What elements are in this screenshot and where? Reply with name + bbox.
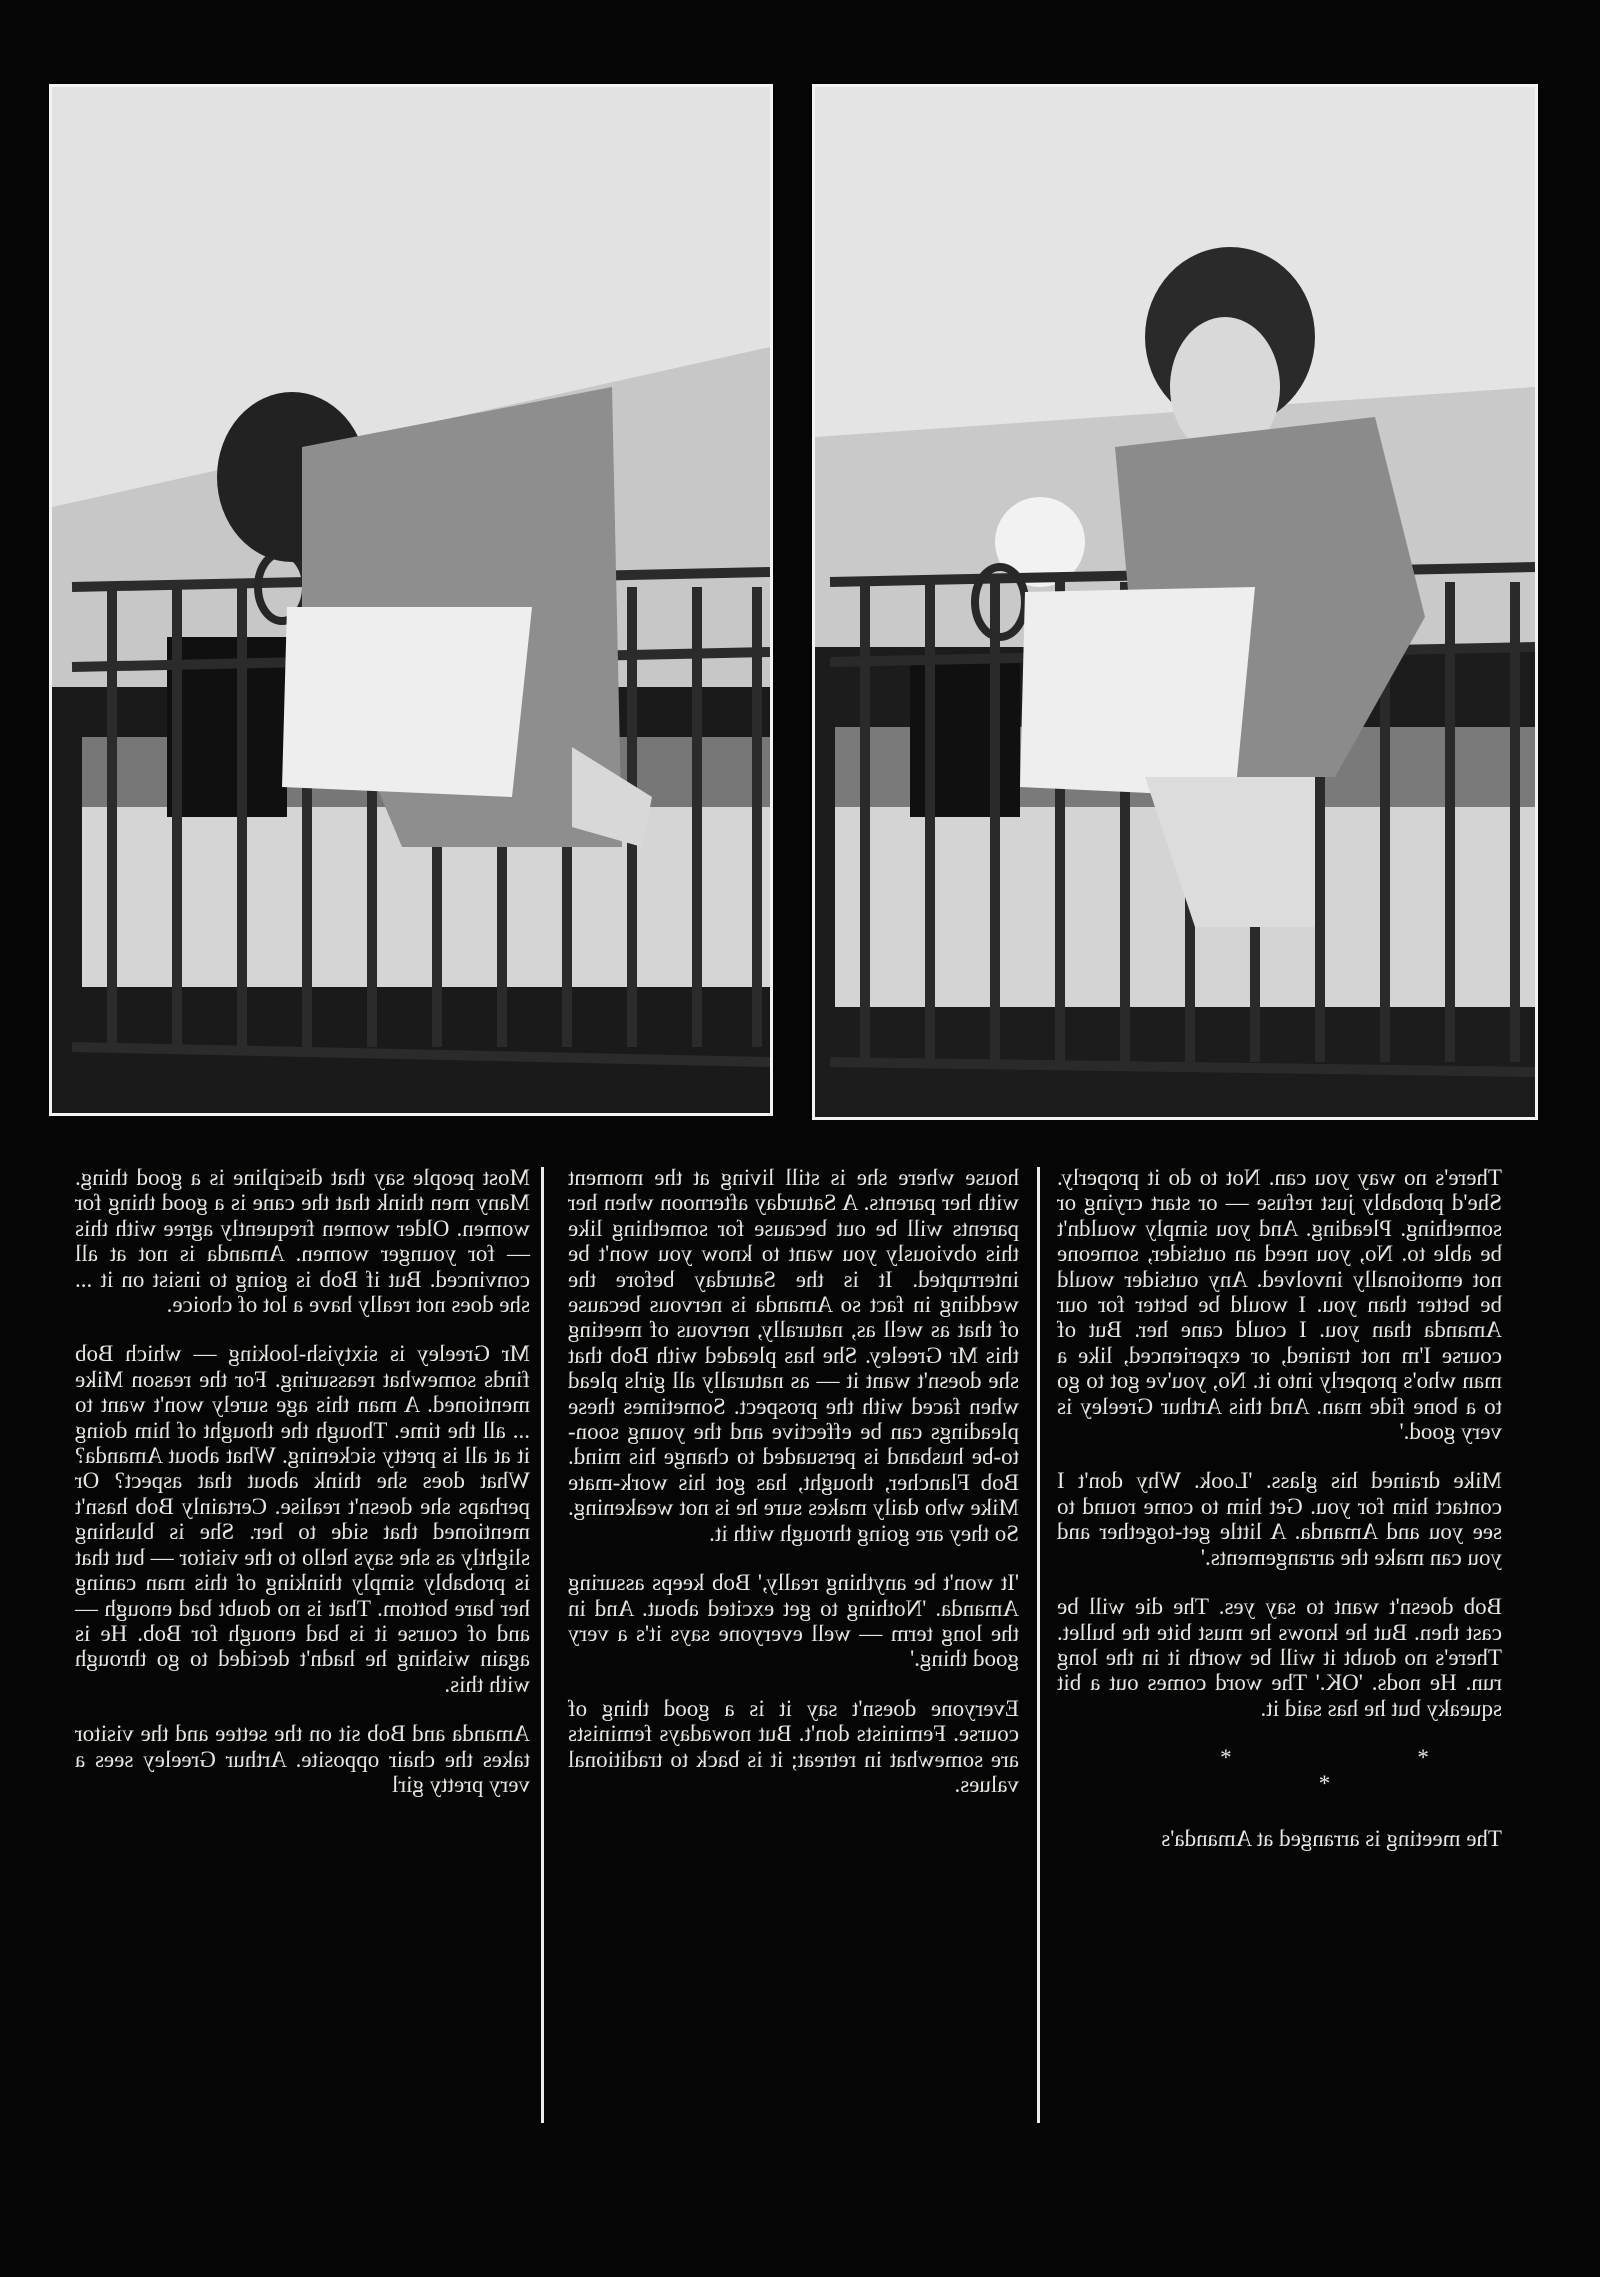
- photo-left: [49, 84, 773, 1116]
- paragraph: house where she is still living at the moment with her parents. A Saturday afternoon when her parents will be out because for something like this obviously you want to know you won't be interrupted. It is the Saturday before the wedding in fact so Amanda is nervous because of that as well as, naturally, nervous of meeting this Mr Greeley. She has pleaded with Bob that she doesn't want it — as naturally all girls plead when faced with the prospect. Sometimes these pleadings can be effective and the young soon-to-be husband is persuaded to change his mind. Bob Flancher, thought, has got his work-mate Mike who daily makes sure he is not weakening. So they are going through with it.: [568, 1165, 1019, 1546]
- paragraph: 'It won't be anything really,' Bob keeps assuring Amanda. 'Nothing to get excited about. And in the long term — well everyone says it's a very good thing.': [568, 1570, 1019, 1672]
- paragraph: Mr Greeley is sixtyish-looking — which Bob finds somewhat reassuring. For the reason Mike mentioned. A man this age surely won't want to ... all the time. Though the thought of him doing it at all is pretty sickening. What about Amanda? What does she think about that aspect? Or perhaps she doesn't realise. Certainly Bob hasn't mentioned that side to her. She is blushing slightly as she says hello to the visitor — but that is probably simply thinking of this man caning her bare bottom. That is no doubt bad enough — and of course it is bad enough for Bob. He is again wishing he hadn't decided to go through with this.: [75, 1341, 530, 1697]
- paragraph: The meeting is arranged at Amanda's: [1161, 1825, 1502, 1851]
- photo-right: [812, 84, 1538, 1120]
- column-rule-right: [1037, 1167, 1040, 2123]
- paragraph: Everyone doesn't say it is a good thing of course. Feminists don't. But nowadays feminists are somewhat in retreat; it is back to traditional values.: [568, 1695, 1019, 1797]
- text-column-right: [1057, 1165, 1502, 2225]
- bedroom-photo-left-image: [52, 87, 770, 1113]
- paragraph: Amanda and Bob sit on the settee and the visitor takes the chair opposite. Arthur Greeley sees a very pretty girl: [75, 1721, 530, 1797]
- section-separator: * * *: [1130, 1745, 1429, 1796]
- paragraph: Most people say that discipline is a good thing. Many men think that the cane is a good thing for women. Older women frequently agree with this — for younger women. Amanda is not at all convinced. But if Bob is going to insist on it ... she does not really have a lot of choice.: [75, 1165, 530, 1318]
- bedroom-photo-right-image: [815, 87, 1535, 1117]
- paragraph: Bob doesn't want to say yes. The die will be cast then. But he knows he must bite the bullet. There's no doubt it will be worth it in the long run. He nods. 'OK.' The word comes out a bit squeaky but he has said it.: [1057, 1594, 1502, 1721]
- text-column-middle: [568, 1165, 1019, 2225]
- column-rule-left: [541, 1167, 544, 2123]
- paragraph: There's no way you can. Not to do it properly. She'd probably just refuse — or start crying or something. Pleading. And you simply wouldn't be able to. No, you need an outsider, someone not emotionally involved. Any outsider would be better than you. I would be better for our Amanda than you. I could cane her. But of course I'm not trained, or experienced, like a man who's properly into it. No, you've got to go to a bone fide man. And this Arthur Greeley is very good.': [1057, 1165, 1502, 1445]
- paragraph: Mike drained his glass. 'Look. Why don't I contact him for you. Get him to come round to see you and Amanda. A little get-together and you can make the arrangements.': [1057, 1468, 1502, 1570]
- text-column-left: [75, 1165, 530, 2225]
